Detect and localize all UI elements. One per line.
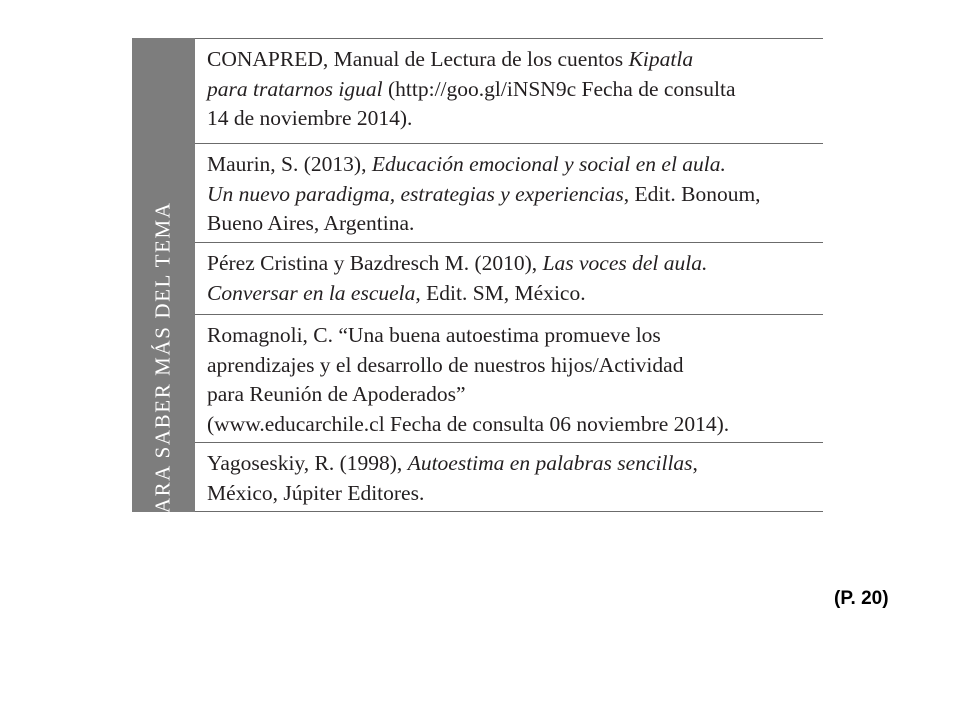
page-number-label: (P. 20)	[834, 588, 889, 609]
reference-entry	[195, 242, 823, 314]
reference-entry	[195, 143, 823, 242]
reference-entry	[195, 442, 823, 511]
reference-text: Yagoseskiy, R. (1998), Autoestima en palabras sencillas, México, Júpiter Editores.	[207, 451, 698, 505]
sidebar-title: PARA SABER MÁS DEL TEMA	[150, 201, 175, 525]
reference-text: Romagnoli, C. “Una buena autoestima promueve los aprendizajes y el desarrollo de nuestros hijos/Actividad para Reunión de Apoderados” (www.educarchile.cl Fecha de consulta 06 noviembre 2014).	[207, 323, 730, 436]
reference-entry	[195, 38, 823, 143]
reference-entry	[195, 314, 823, 442]
reference-text: Pérez Cristina y Bazdresch M. (2010), Las voces del aula. Conversar en la escuela, Edit. SM, México.	[207, 251, 708, 305]
reference-text: CONAPRED, Manual de Lectura de los cuentos Kipatla para tratarnos igual (http://goo.gl/iNSN9c Fecha de consulta 14 de noviembre 2014).	[207, 47, 736, 130]
sidebar	[132, 38, 195, 525]
reference-text: Maurin, S. (2013), Educación emocional y social en el aula. Un nuevo paradigma, estrategias y experiencias, Edit. Bonoum, Bueno Aires, Argentina.	[207, 152, 761, 235]
bottom-divider	[195, 511, 823, 512]
reading-panel	[132, 38, 823, 525]
reference-list	[195, 38, 823, 512]
